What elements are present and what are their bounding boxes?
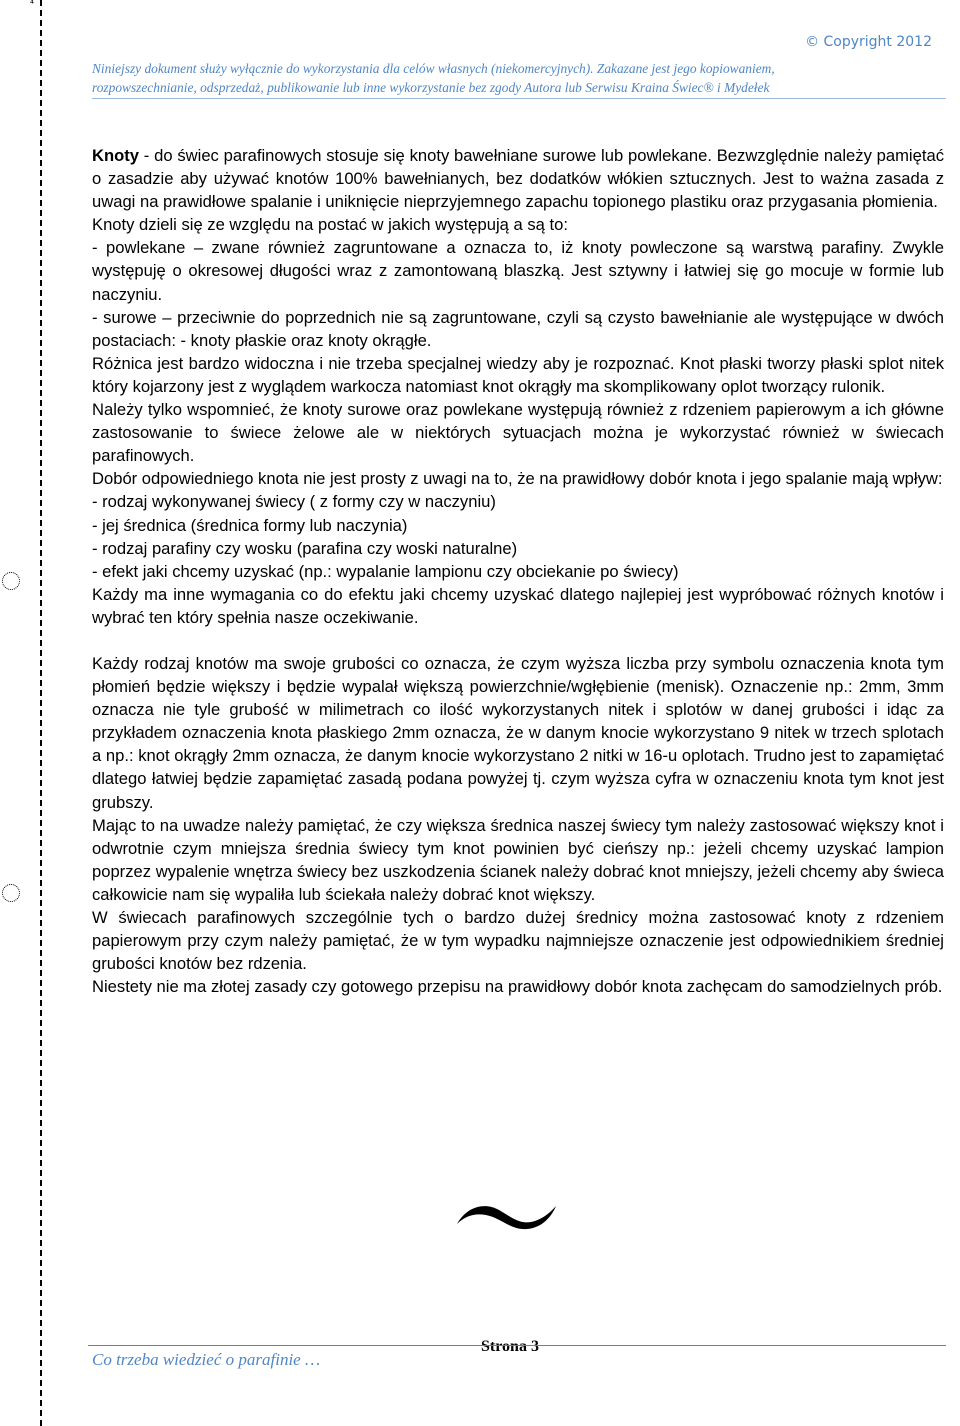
paragraph-text: - do świec parafinowych stosuje się knoty bawełniane surowe lub powlekane. Bezwzględnie należy pamiętać o zasadzie aby używać knotów 100% bawełnianych, bez dodatków włókien sztucznych. Jest to ważna zasada z uwagi na prawidłowe spalanie i uniknięcie nieprzyjemnego zapachu topionego plastiku oraz przygasania płomienia. [92, 146, 944, 212]
header-divider [92, 98, 946, 99]
footer-divider [88, 1345, 946, 1346]
paragraph: Niestety nie ma złotej zasady czy gotowego przepisu na prawidłowy dobór knota zachęcam do samodzielnych prób. [92, 977, 943, 997]
usage-notice-line: Niniejszy dokument służy wyłącznie do wykorzystania dla celów własnych (niekomercyjnych). Zakazane jest jego kopiowaniem, [92, 61, 775, 76]
copyright-notice: © Copyright 2012 [805, 34, 932, 50]
binding-margin-line [40, 0, 42, 1426]
paragraph: Knoty dzieli się ze względu na postać w jakich występują a są to: [92, 215, 568, 235]
paragraph: - surowe – przeciwnie do poprzednich nie są zagruntowane, czyli są czysto bawełnianie ale występujące w dwóch postaciach: - knoty płaskie oraz knoty okrągłe. [92, 307, 944, 350]
usage-notice [92, 60, 944, 97]
paragraph: Należy tylko wspomnieć, że knoty surowe oraz powlekane występują również z rdzeniem papierowym a ich główne zastosowanie to świece żelowe ale w niektórych sytuacjach można je wykorzystać również w świecach parafinowych. [92, 400, 944, 466]
paragraph-gap [92, 629, 944, 652]
list-item: - rodzaj wykonywanej świecy ( z formy czy w naczyniu) [92, 492, 496, 512]
paragraph: - powlekane – zwane również zagruntowane a oznacza to, iż knoty powleczone są warstwą parafiny. Zwykle występuję o okresowej długości wraz z zamontowaną blaszką. Jest sztywny i łatwiej się go mocuje w formie lub naczyniu. [92, 238, 944, 304]
paragraph: Każdy ma inne wymagania co do efektu jaki chcemy uzyskać dlatego najlepiej jest wypróbować różnych knotów i wybrać ten który spełnia nasze oczekiwanie. [92, 584, 944, 627]
paragraph: Różnica jest bardzo widoczna i nie trzeba specjalnej wiedzy aby je rozpoznać. Knot płaski tworzy płaski splot nitek który kojarzony jest z wyglądem warkocza natomiast knot okrągły ma skomplikowany oplot tworzący rulonik. [92, 353, 944, 396]
punch-hole-marker [2, 572, 20, 590]
lead-term: Knoty [92, 146, 140, 165]
page-number: Strona 3 [481, 1338, 539, 1355]
punch-hole-marker [2, 884, 20, 902]
paragraph [92, 144, 944, 213]
document-body [92, 144, 944, 998]
usage-notice-line: rozpowszechnianie, odsprzedaż, publikowanie lub inne wykorzystanie bez zgody Autora lub Serwisu Kraina Świec® i Mydełek [92, 79, 770, 95]
paragraph: W świecach parafinowych szczególnie tych o bardzo dużej średnicy można zastosować knoty z rdzeniem papierowym przy czym należy pamiętać, że w tym wypadku najmniejsze oznaczenie jest odpowiednikiem średniej grubości knotów bez rdzenia. [92, 908, 944, 974]
paragraph: Dobór odpowiedniego knota nie jest prosty z uwagi na to, że na prawidłowy dobór knota i jego spalanie mają wpływ: [92, 469, 943, 489]
list-item: - jej średnica (średnica formy lub naczynia) [92, 515, 408, 535]
list-item: - efekt jaki chcemy uzyskać (np.: wypalanie lampionu czy obciekanie po świecy) [92, 561, 679, 581]
footer-document-title: Co trzeba wiedzieć o parafinie … [92, 1350, 321, 1369]
decorative-flourish-icon [455, 1200, 558, 1234]
list-item: - rodzaj parafiny czy wosku (parafina czy woski naturalne) [92, 538, 518, 558]
corner-mark: ⁴ [30, 0, 35, 10]
paragraph: Mając to na uwadze należy pamiętać, że czy większa średnica naszej świecy tym należy zastosować większy knot i odwrotnie czym mniejsza średnia świecy tym knot powinien być cieńszy np.: jeżeli chcemy uzyskać lampion poprzez wypalenie wnętrza świecy bez uszkodzenia ścianek należy dobrać knot mniejszy, jeżeli chcemy aby świeca całkowicie nam się wypaliła lub ściekała należy dobrać knot większy. [92, 815, 944, 904]
paragraph: Każdy rodzaj knotów ma swoje grubości co oznacza, że czym wyższa liczba przy symbolu oznaczenia knota tym płomień będzie większy i będzie wypalał większą powierzchnie/wgłębienie (menisk). Oznaczenie np.: 2mm, 3mm oznacza nie tyle grubość w milimetrach co ilość wykorzystanych nitek i splotów w danej grubości i idąc za przykładem oznaczenia knota płaskiego 2mm oznacza, że w danym knocie wykorzystano 9 nitek w trzech splotach a np.: knot okrągły 2mm oznacza, że danym knocie wykorzystano 2 nitki w 16-u oplotach. Trudno jest to zapamiętać dlatego łatwiej będzie zapamiętać zasadą podana powyżej tj. czym wyższa cyfra w oznaczeniu knota tym knot jest grubszy. [92, 653, 944, 812]
